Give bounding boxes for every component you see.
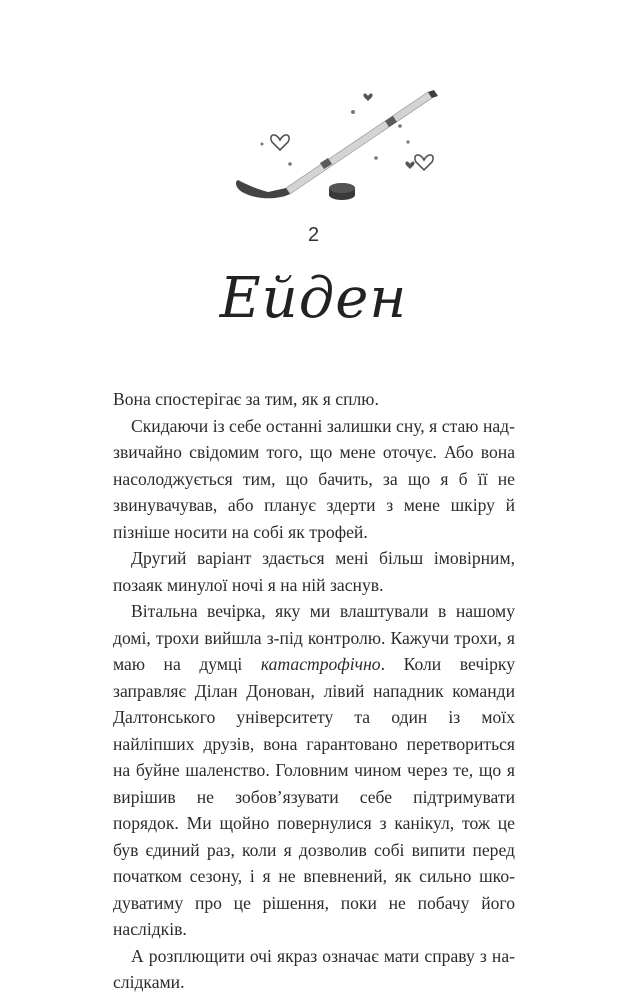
hockey-stick-icon bbox=[236, 90, 438, 198]
paragraph: Вона спостерігає за тим, як я сплю. bbox=[113, 389, 379, 409]
chapter-number: 2 bbox=[307, 224, 320, 246]
paragraph: А розплющити очі якраз означає мати справу з наслідками. bbox=[113, 945, 515, 992]
chapter-title: Ейден bbox=[219, 266, 408, 331]
body-text bbox=[113, 386, 515, 996]
paragraph: Скидаючи із себе останні залишки сну, я стаю надзвичайно свідомим того, що мене оточує. Або вона насолоджується тим, що бачить, за що я б її не звинувачував, або планує здерти з мене шкіру й пізніше носити на собі як трофей. bbox=[113, 415, 515, 542]
puck-icon bbox=[329, 183, 355, 200]
paragraph: Другий варіант здається мені більш імовірним, позаяк минулої ночі я на ній заснув. bbox=[113, 548, 515, 595]
paragraph-text: Вітальна вечірка, яку ми влаштували в нашому домі, трохи вийшла з-під контролю. Кажучи трохи, я маю на думці bbox=[113, 601, 515, 674]
paragraph-text: . Коли вечірку заправляє Ділан Донован, лівий нападник команди Далтонського університету та один із моїх найліпших друзів, вона гарантовано перетвориться на буйне шаленство. Головним чином через те, що я вирішив не зобов’язувати себе підтримувати порядок. Ми щойно повернулися з канікул, тож це був єдиний раз, коли я дозволив собі випити перед початком сезону, і я не впевнений, як сильно шкодуватиму про це рішення, поки не побачу його наслідків. bbox=[113, 654, 515, 939]
paragraph bbox=[113, 598, 515, 943]
hockey-ornament bbox=[228, 82, 458, 212]
emphasis-text: катастрофічно bbox=[260, 654, 381, 674]
